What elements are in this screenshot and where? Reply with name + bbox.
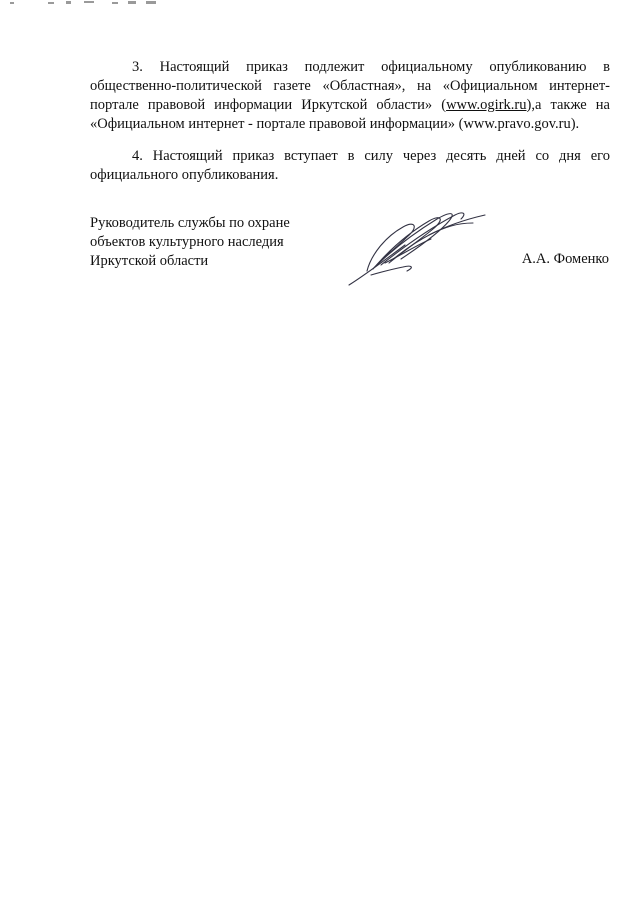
signer-title-line-1: Руководитель службы по охране bbox=[90, 215, 290, 231]
signer-title bbox=[90, 214, 330, 271]
signer-name: А.А. Фоменко bbox=[521, 251, 609, 267]
ogirk-link[interactable]: www.ogirk.ru bbox=[446, 97, 527, 113]
signer-title-line-2: объектов культурного наследия bbox=[90, 234, 284, 250]
paragraph-3-text-a: 3. Настоящий приказ подлежит официальному опубликованию в общественно-политической газете «Областная», на «Официальном интернет-портале правовой информации Иркутской области» ( bbox=[90, 59, 610, 113]
scan-marks-icon bbox=[0, 0, 180, 8]
handwritten-signature-icon bbox=[345, 205, 490, 287]
signer-title-line-3: Иркутской области bbox=[90, 253, 209, 269]
paragraph-3-text-b: ),а также на «Официальном интернет - портале правовой информации» (www.pravo.gov.ru). bbox=[90, 97, 610, 132]
paragraph-4: 4. Настоящий приказ вступает в силу через десять дней со дня его официального опубликования. bbox=[90, 148, 610, 183]
paragraph-3 bbox=[90, 58, 610, 134]
